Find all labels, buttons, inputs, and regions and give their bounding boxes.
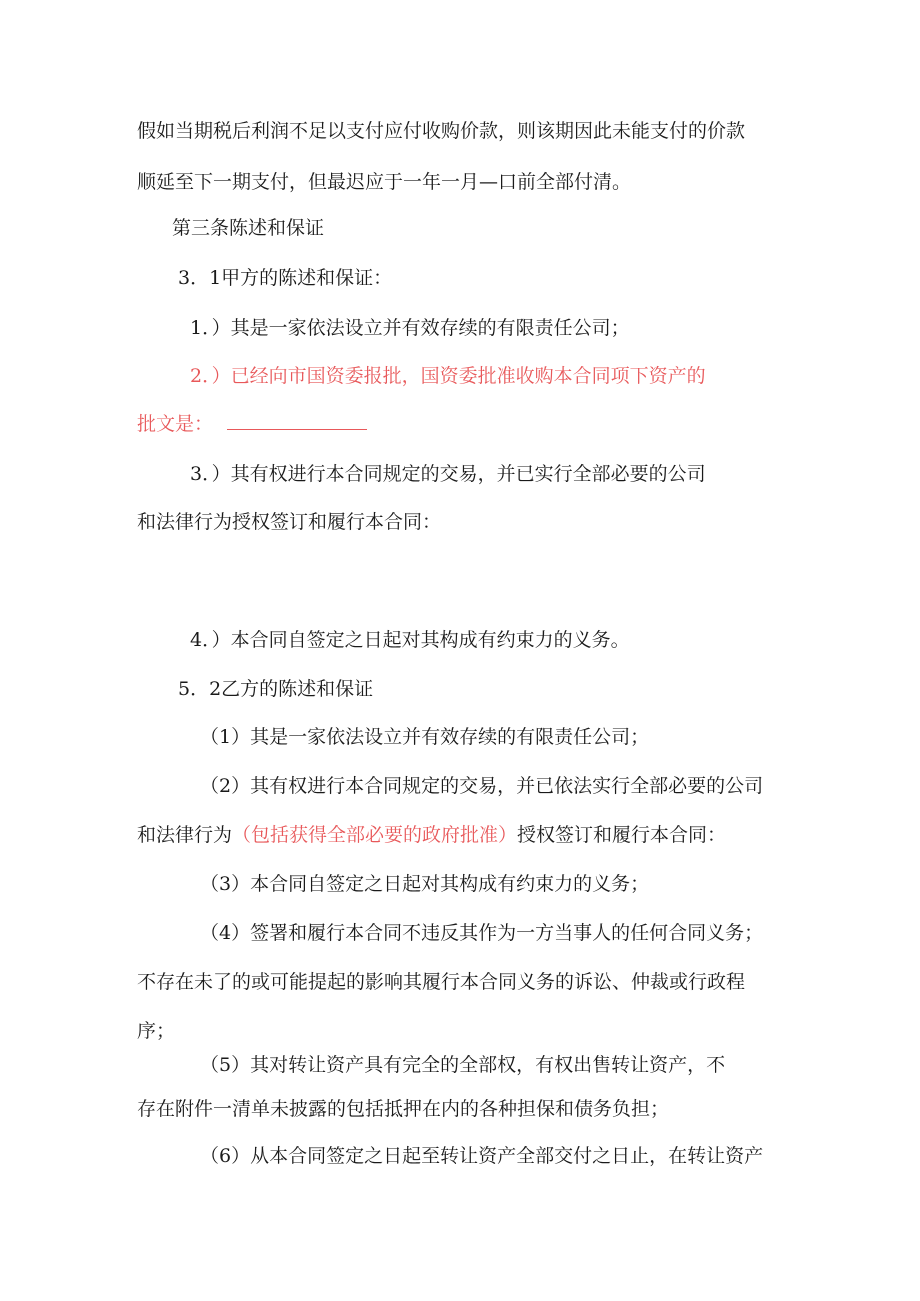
paragraph-line: 和法律行为授权签订和履行本合同：	[137, 511, 442, 533]
approval-label: 批文是：	[137, 413, 214, 435]
section-heading: 5．2乙方的陈述和保证	[178, 678, 374, 700]
list-item: （5）其对转让资产具有完全的全部权，有权出售转让资产，不	[200, 1054, 726, 1076]
list-item-highlighted-continuation	[137, 411, 367, 437]
text-segment: 授权签订和履行本合同：	[517, 824, 727, 846]
list-item: （1）其是一家依法设立并有效存续的有限责任公司；	[200, 726, 650, 748]
list-item: （6）从本合同签定之日起至转让资产全部交付之日止，在转让资产	[200, 1145, 764, 1167]
highlighted-text-segment: （包括获得全部必要的政府批准）	[232, 824, 518, 846]
section-heading: 3．1甲方的陈述和保证：	[178, 267, 393, 289]
paragraph-line: 存在附件一清单未披露的包括抵押在内的各种担保和债务负担；	[137, 1098, 670, 1120]
list-item: 4．）本合同自签定之日起对其构成有约束力的义务。	[190, 629, 630, 651]
paragraph-line: 假如当期税后利润不足以支付应付收购价款，则该期因此未能支付的价款	[137, 120, 746, 142]
paragraph-line: 序；	[137, 1020, 176, 1042]
paragraph-line	[137, 822, 726, 848]
article-heading: 第三条陈述和保证	[172, 217, 325, 239]
list-item: 1．）其是一家依法设立并有效存续的有限责任公司；	[190, 317, 630, 339]
list-item: （4）签署和履行本合同不违反其作为一方当事人的任何合同义务；	[200, 922, 764, 944]
list-item: （3）本合同自签定之日起对其构成有约束力的义务；	[200, 873, 650, 895]
text-segment: 和法律行为	[137, 824, 233, 846]
fill-in-blank	[227, 411, 367, 430]
list-item: （2）其有权进行本合同规定的交易，并已依法实行全部必要的公司	[200, 775, 764, 797]
paragraph-line: 不存在未了的或可能提起的影响其履行本合同义务的诉讼、仲裁或行政程	[137, 971, 746, 993]
paragraph-line: 顺延至下一期支付，但最迟应于一年一月—口前全部付清。	[137, 171, 632, 193]
list-item-highlighted: 2．）已经向市国资委报批，国资委批准收购本合同项下资产的	[190, 365, 706, 387]
list-item: 3．）其有权进行本合同规定的交易，并已实行全部必要的公司	[190, 463, 706, 485]
